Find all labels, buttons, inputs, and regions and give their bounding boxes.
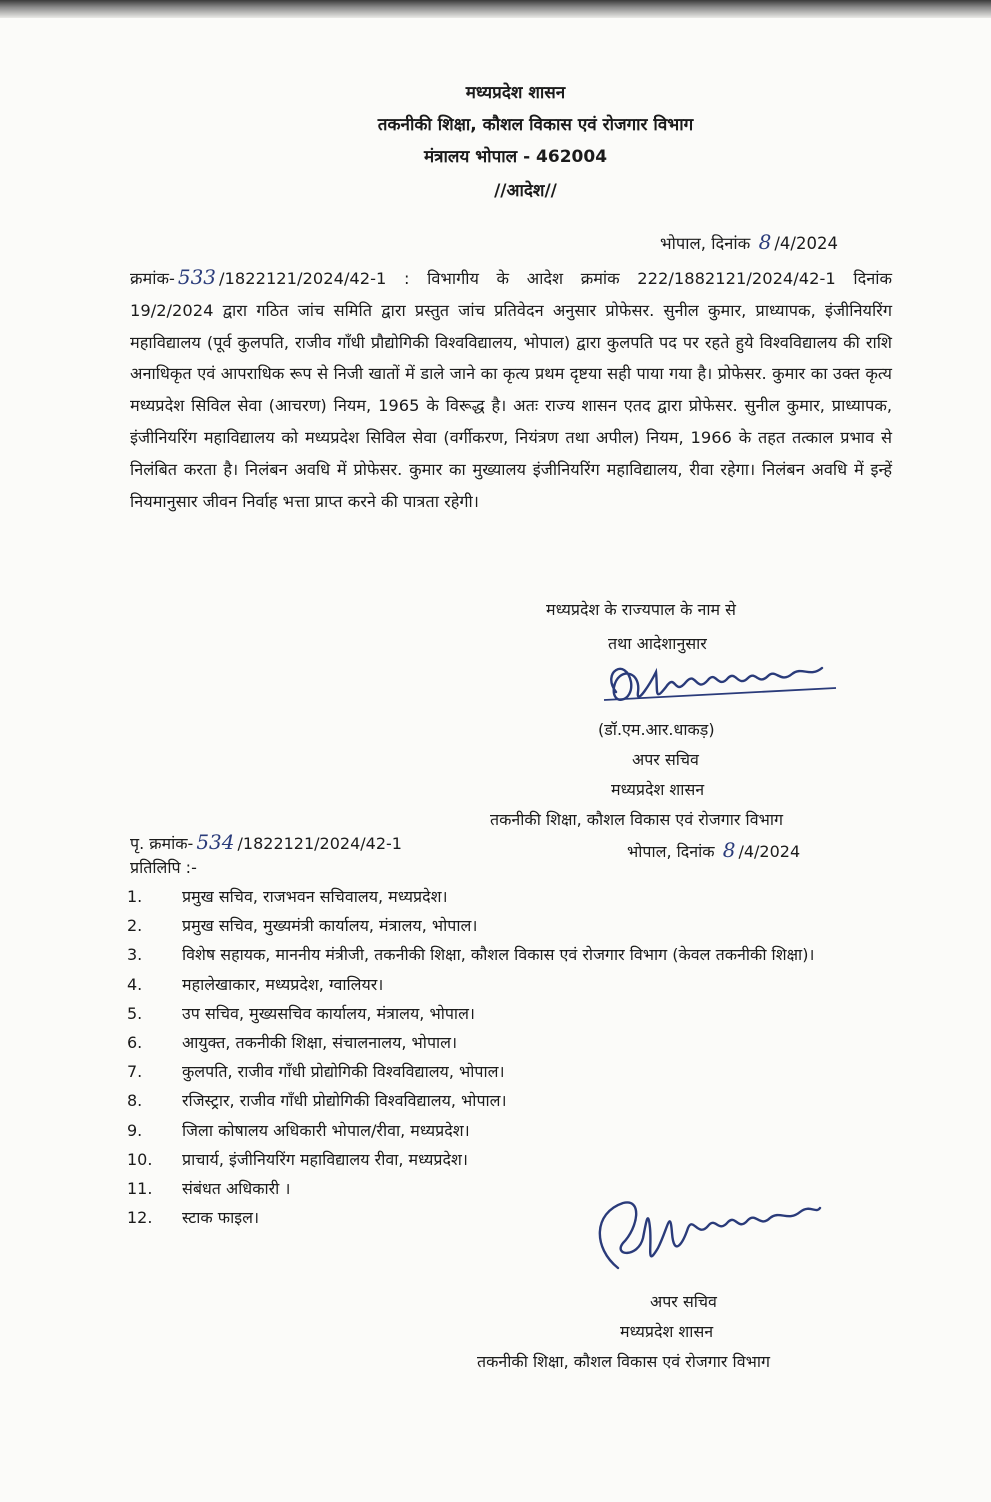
- order-heading: //आदेश//: [494, 181, 557, 201]
- list-item: 3. विशेष सहायक, माननीय मंत्रीजी, तकनीकी शिक्षा, कौशल विकास एवं रोजगार विभाग (केवल तकनीकी शिक्षा)।: [127, 945, 815, 965]
- list-item: 8. रजिस्ट्रार, राजीव गाँधी प्रोद्योगिकी विश्वविद्यालय, भोपाल।: [127, 1091, 507, 1111]
- handwritten-order-number: 533: [177, 265, 217, 289]
- authority-line: मध्यप्रदेश के राज्यपाल के नाम से: [546, 600, 736, 619]
- signature-2: [588, 1188, 828, 1288]
- endorsement-number: पृ. क्रमांक- 534 /1822121/2024/42-1: [130, 830, 402, 854]
- govt-heading: मध्यप्रदेश शासन: [465, 83, 566, 103]
- signatory-govt: मध्यप्रदेश शासन: [611, 780, 705, 799]
- list-item: 4. महालेखाकार, मध्यप्रदेश, ग्वालियर।: [127, 974, 384, 994]
- list-item: 10. प्राचार्य, इंजीनियरिंग महाविद्यालय रीवा, मध्यप्रदेश।: [127, 1149, 468, 1169]
- address-heading: मंत्रालय भोपाल - 462004: [423, 147, 608, 167]
- list-item: 9. जिला कोषालय अधिकारी भोपाल/रीवा, मध्यप्रदेश।: [127, 1120, 470, 1140]
- order-date: भोपाल, दिनांक 8 /4/2024: [660, 230, 838, 254]
- bottom-govt: मध्यप्रदेश शासन: [620, 1322, 714, 1341]
- order-body: [130, 262, 892, 517]
- order-number-prefix: क्रमांक-: [130, 269, 175, 288]
- signatory-name: (डॉ.एम.आर.धाकड़): [598, 720, 715, 739]
- list-item: 5. उप सचिव, मुख्यसचिव कार्यालय, मंत्रालय, भोपाल।: [127, 1003, 475, 1023]
- authority-line-2: तथा आदेशानुसार: [608, 634, 707, 653]
- endorsement-date: भोपाल, दिनांक 8 /4/2024: [627, 838, 801, 862]
- copy-to-label: प्रतिलिपि :-: [130, 858, 197, 877]
- list-item: 7. कुलपति, राजीव गाँधी प्रोद्योगिकी विश्वविद्यालय, भोपाल।: [127, 1062, 505, 1082]
- scan-top-edge: [0, 0, 991, 18]
- order-number-suffix: /1822121/2024/42-1 :: [219, 269, 410, 288]
- signatory-department: तकनीकी शिक्षा, कौशल विकास एवं रोजगार विभाग: [490, 810, 783, 829]
- handwritten-day: 8: [758, 230, 772, 254]
- list-item: 11. संबंधत अधिकारी ।: [127, 1178, 291, 1198]
- copy-list: [127, 884, 887, 1234]
- list-item: 6. आयुक्त, तकनीकी शिक्षा, संचालनालय, भोपाल।: [127, 1032, 458, 1052]
- signatory-designation: अपर सचिव: [632, 750, 699, 769]
- list-item: 1. प्रमुख सचिव, राजभवन सचिवालय, मध्यप्रदेश।: [127, 887, 448, 906]
- list-item: 2. प्रमुख सचिव, मुख्यमंत्री कार्यालय, मंत्रालय, भोपाल।: [127, 916, 478, 936]
- order-text: विभागीय के आदेश क्रमांक 222/1882121/2024/42-1 दिनांक 19/2/2024 द्वारा गठित जांच समिति द्वारा प्रस्तुत जांच प्रतिवेदन अनुसार प्रोफेसर. सुनील कुमार, प्राध्यापक, इंजीनियरिंग महाविद्यालय (पूर्व कुलपति, राजीव गाँधी प्रौद्योगिकी विश्वविद्यालय, भोपाल) द्वारा कुलपति पद पर रहते हुये विश्वविद्यालय की राशि अनाधिकृत एवं आपराधिक रूप से निजी खातों में डाले जाने का कृत्य प्रथम दृष्टया सही पाया गया है। प्रोफेसर. कुमार का उक्त कृत्य मध्यप्रदेश सिविल सेवा (आचरण) नियम, 1965 के विरूद्ध है। अतः राज्य शासन एतद द्वारा प्रोफेसर. सुनील कुमार, प्राध्यापक, इंजीनियरिंग महाविद्यालय को मध्यप्रदेश सिविल सेवा (वर्गीकरण, नियंत्रण तथा अपील) नियम, 1966 के तहत तत्काल प्रभाव से निलंबित करता है। निलंबन अवधि में प्रोफेसर. कुमार का मुख्यालय इंजीनियरिंग महाविद्यालय, रीवा रहेगा। निलंबन अवधि में इन्हें नियमानुसार जीवन निर्वाह भत्ता प्राप्त करने की पात्रता रहेगी।: [130, 269, 892, 511]
- list-item: 12. स्टाक फाइल।: [127, 1208, 260, 1228]
- handwritten-endorsement-number: 534: [196, 830, 235, 854]
- bottom-designation: अपर सचिव: [650, 1292, 717, 1311]
- bottom-department: तकनीकी शिक्षा, कौशल विकास एवं रोजगार विभाग: [477, 1352, 770, 1371]
- signature-1: [596, 652, 846, 716]
- department-heading: तकनीकी शिक्षा, कौशल विकास एवं रोजगार विभाग: [377, 115, 694, 135]
- handwritten-day-2: 8: [722, 838, 736, 862]
